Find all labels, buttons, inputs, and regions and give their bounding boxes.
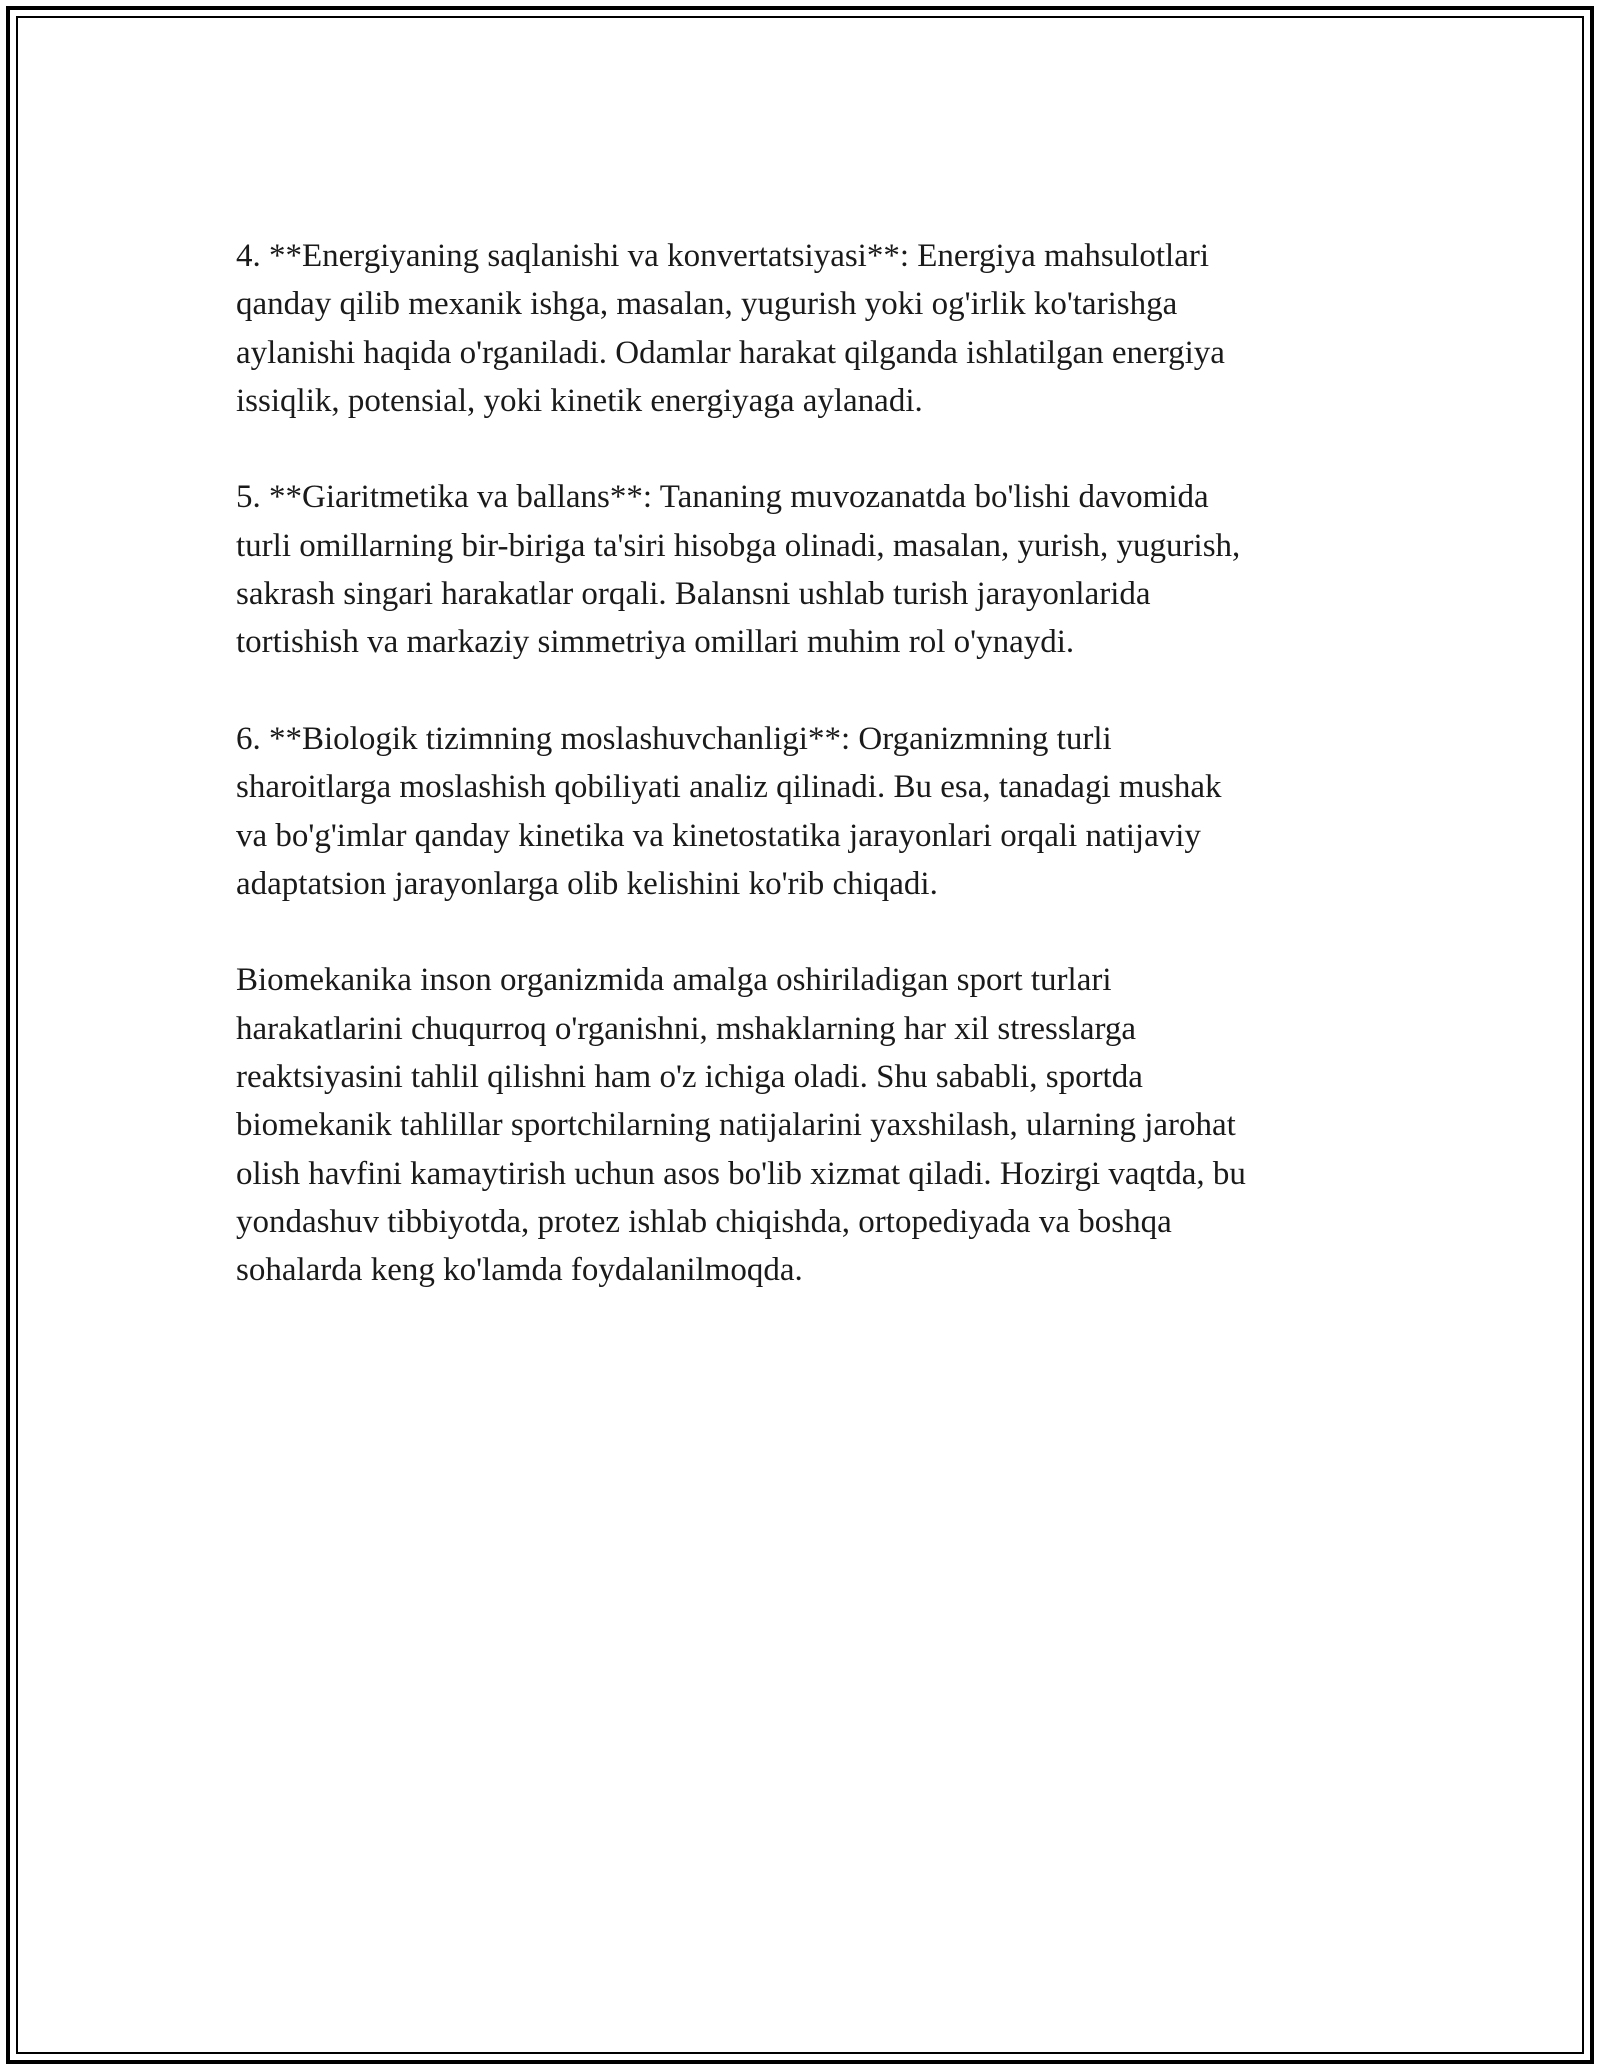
text-line: tortishish va markaziy simmetriya omillari muhim rol o'ynaydi. <box>236 624 1075 661</box>
text-line: sohalarda keng ko'lamda foydalanilmoqda. <box>236 1252 803 1289</box>
text-line: turli omillarning bir-biriga ta'siri hisobga olinadi, masalan, yurish, yugurish, <box>236 527 1241 564</box>
text-line: 5. **Giaritmetika va ballans**: Tananing muvozanatda bo'lishi davomida <box>236 479 1209 516</box>
text-line: 4. **Energiyaning saqlanishi va konvertatsiyasi**: Energiya mahsulotlari <box>236 238 1210 274</box>
text-line: 6. **Biologik tizimning moslashuvchanligi**: Organizmning turli <box>236 720 1112 757</box>
text-line: va bo'g'imlar qanday kinetika va kinetostatika jarayonlari orqali natijaviy <box>236 817 1201 854</box>
text-line: sharoitlarga moslashish qobiliyati analiz qilinadi. Bu esa, tanadagi mushak <box>236 769 1222 806</box>
document-body <box>236 232 1366 1343</box>
text-line: biomekanik tahlillar sportchilarning natijalarini yaxshilash, ularning jarohat <box>236 1107 1236 1144</box>
text-line: harakatlarini chuqurroq o'rganishni, mshaklarning har xil stresslarga <box>236 1010 1137 1047</box>
text-line: aylanishi haqida o'rganiladi. Odamlar harakat qilganda ishlatilgan energiya <box>236 334 1225 371</box>
text-line: yondashuv tibbiyotda, protez ishlab chiqishda, ortopediyada va boshqa <box>236 1203 1172 1240</box>
paragraph-adaptability <box>236 715 1366 908</box>
paragraph-conclusion <box>236 956 1366 1294</box>
text-line: reaktsiyasini tahlil qilishni ham o'z ichiga oladi. Shu sababli, sportda <box>236 1059 1143 1096</box>
paragraph-balance <box>236 473 1366 666</box>
paragraph-energy-conservation <box>236 232 1366 425</box>
text-line: Biomekanika inson organizmida amalga oshiriladigan sport turlari <box>236 962 1112 999</box>
text-line: adaptatsion jarayonlarga olib kelishini ko'rib chiqadi. <box>236 865 938 902</box>
text-line: olish havfini kamaytirish uchun asos bo'lib xizmat qiladi. Hozirgi vaqtda, bu <box>236 1155 1246 1192</box>
text-line: qanday qilib mexanik ishga, masalan, yugurish yoki og'irlik ko'tarishga <box>236 286 1178 323</box>
text-line: sakrash singari harakatlar orqali. Balansni ushlab turish jarayonlarida <box>236 576 1151 613</box>
text-line: issiqlik, potensial, yoki kinetik energiyaga aylanadi. <box>236 382 923 419</box>
